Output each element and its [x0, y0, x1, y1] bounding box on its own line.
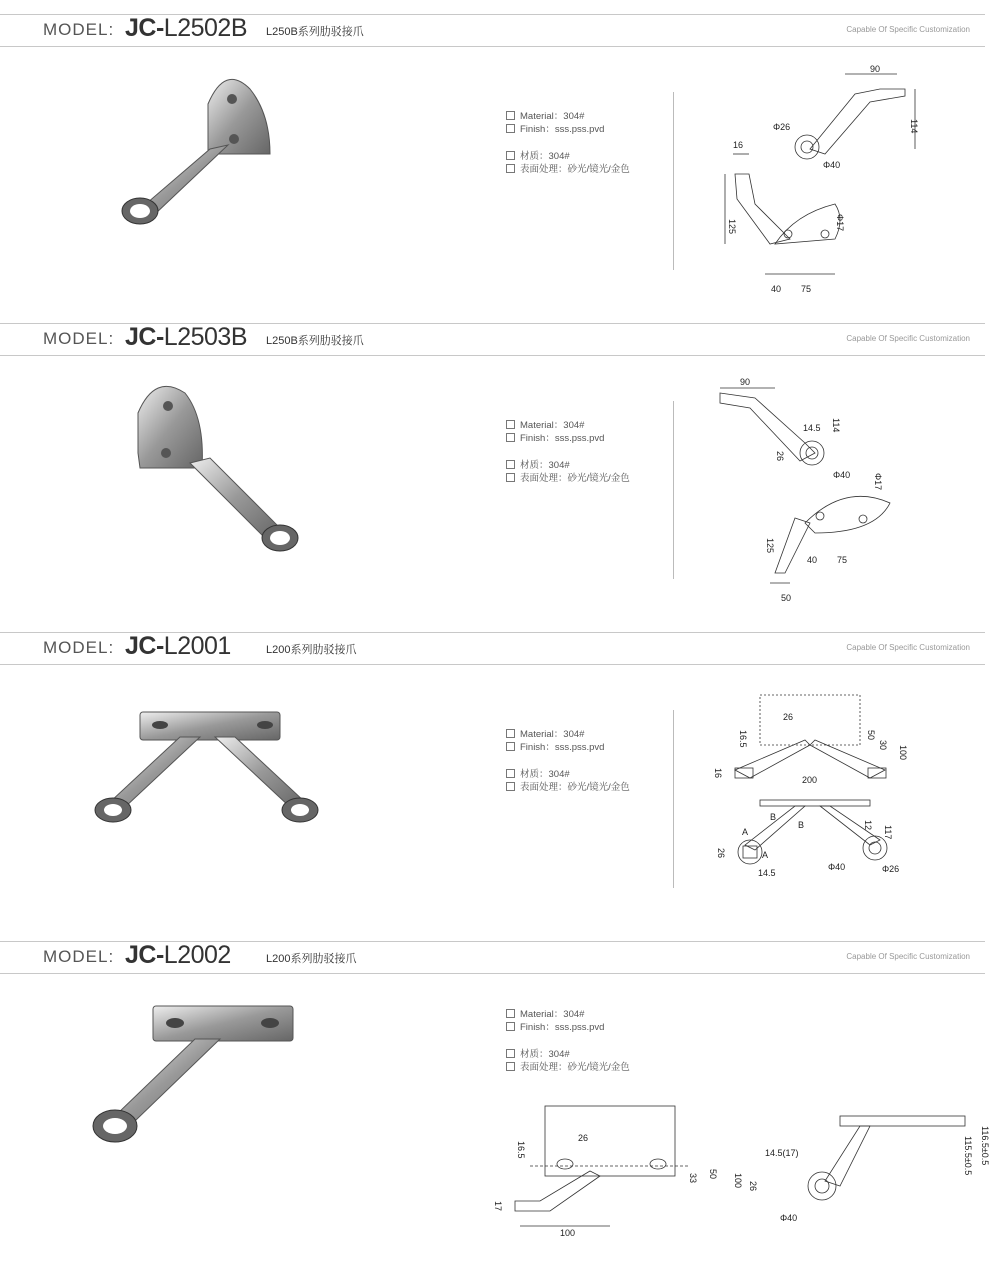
svg-text:26: 26 [748, 1181, 758, 1192]
svg-text:30: 30 [878, 740, 888, 751]
svg-text:Φ40: Φ40 [823, 160, 841, 170]
svg-text:Φ17: Φ17 [873, 473, 883, 491]
model-label: MODEL: [43, 329, 115, 348]
customization-note: Capable Of Specific Customization [846, 25, 970, 34]
product-photo [85, 707, 335, 837]
series-label: L200系列肋驳接爪 [266, 953, 357, 965]
model-code: JC-L2001 [125, 632, 231, 660]
technical-drawing [715, 373, 945, 608]
product-photo [110, 69, 290, 239]
product-photo [85, 1001, 305, 1161]
svg-text:14.5: 14.5 [758, 868, 776, 878]
svg-text:B: B [798, 820, 805, 830]
specs-block: Material：304# Finish：sss.pss.pvd 材质：304# 表面处理：砂光/镜光/金色 [506, 419, 630, 485]
svg-text:117: 117 [883, 825, 893, 840]
svg-text:Φ40: Φ40 [780, 1213, 798, 1223]
product-photo [130, 373, 320, 563]
svg-text:100: 100 [898, 745, 908, 761]
svg-text:26: 26 [783, 712, 794, 722]
svg-text:200: 200 [802, 775, 818, 785]
svg-text:125: 125 [765, 538, 775, 554]
model-code: JC-L2503B [125, 323, 247, 351]
svg-text:Φ26: Φ26 [882, 864, 900, 874]
svg-text:16.5: 16.5 [738, 730, 748, 748]
section-header [0, 632, 985, 664]
svg-text:A: A [762, 850, 769, 860]
technical-drawing [715, 64, 945, 294]
product-section-l2502b [0, 14, 1000, 314]
svg-text:115.5±0.5: 115.5±0.5 [963, 1136, 973, 1176]
svg-text:12: 12 [863, 820, 873, 831]
specs-block: Material：304# Finish：sss.pss.pvd 材质：304# 表面处理：砂光/镜光/金色 [506, 728, 630, 794]
svg-text:16: 16 [733, 140, 744, 150]
svg-text:14.5: 14.5 [803, 423, 821, 433]
svg-text:26: 26 [775, 451, 785, 462]
svg-text:33: 33 [688, 1173, 698, 1184]
svg-text:50: 50 [866, 730, 876, 741]
section-header [0, 941, 985, 973]
svg-text:B: B [770, 812, 777, 822]
svg-text:26: 26 [716, 848, 726, 859]
product-section-l2002 [0, 941, 1000, 1271]
svg-text:Φ17: Φ17 [835, 214, 845, 232]
series-label: L250B系列肋驳接爪 [266, 335, 364, 347]
svg-text:90: 90 [870, 64, 881, 74]
model-code: JC-L2502B [125, 14, 247, 42]
technical-drawing-left [490, 1101, 750, 1241]
model-label: MODEL: [43, 638, 115, 657]
specs-block: Material：304# Finish：sss.pss.pvd 材质：304# 表面处理：砂光/镜光/金色 [506, 1008, 630, 1074]
specs-block: Material：304# Finish：sss.pss.pvd 材质：304# 表面处理：砂光/镜光/金色 [506, 110, 630, 176]
svg-text:Φ40: Φ40 [833, 470, 851, 480]
customization-note: Capable Of Specific Customization [846, 334, 970, 343]
technical-drawing-right [748, 1101, 1000, 1236]
customization-note: Capable Of Specific Customization [846, 952, 970, 961]
svg-text:16: 16 [713, 768, 723, 779]
svg-text:Φ40: Φ40 [828, 862, 846, 872]
product-section-l2001 [0, 632, 1000, 932]
svg-text:100: 100 [733, 1173, 743, 1189]
model-label: MODEL: [43, 20, 115, 39]
svg-text:75: 75 [837, 555, 848, 565]
series-label: L200系列肋驳接爪 [266, 644, 357, 656]
series-label: L250B系列肋驳接爪 [266, 26, 364, 38]
svg-text:14.5(17): 14.5(17) [765, 1148, 799, 1158]
svg-text:26: 26 [578, 1133, 589, 1143]
svg-text:125: 125 [727, 219, 737, 235]
divider-vertical [673, 92, 674, 270]
svg-text:50: 50 [781, 593, 792, 603]
svg-text:90: 90 [740, 377, 751, 387]
svg-text:17: 17 [493, 1201, 503, 1212]
customization-note: Capable Of Specific Customization [846, 643, 970, 652]
svg-text:114: 114 [831, 418, 841, 433]
section-header [0, 323, 985, 355]
product-section-l2503b [0, 323, 1000, 623]
svg-text:116.5±0.5: 116.5±0.5 [980, 1126, 990, 1166]
svg-text:40: 40 [807, 555, 818, 565]
model-code: JC-L2002 [125, 941, 231, 969]
svg-text:114: 114 [909, 119, 919, 134]
divider-bottom [0, 46, 985, 47]
svg-text:16.5: 16.5 [516, 1141, 526, 1159]
svg-text:75: 75 [801, 284, 812, 294]
model-label: MODEL: [43, 947, 115, 966]
svg-text:A: A [742, 827, 749, 837]
technical-drawing [710, 690, 920, 890]
section-header [0, 14, 985, 46]
svg-text:100: 100 [560, 1228, 576, 1238]
svg-text:Φ26: Φ26 [773, 122, 791, 132]
svg-text:50: 50 [708, 1169, 718, 1180]
svg-text:40: 40 [771, 284, 782, 294]
